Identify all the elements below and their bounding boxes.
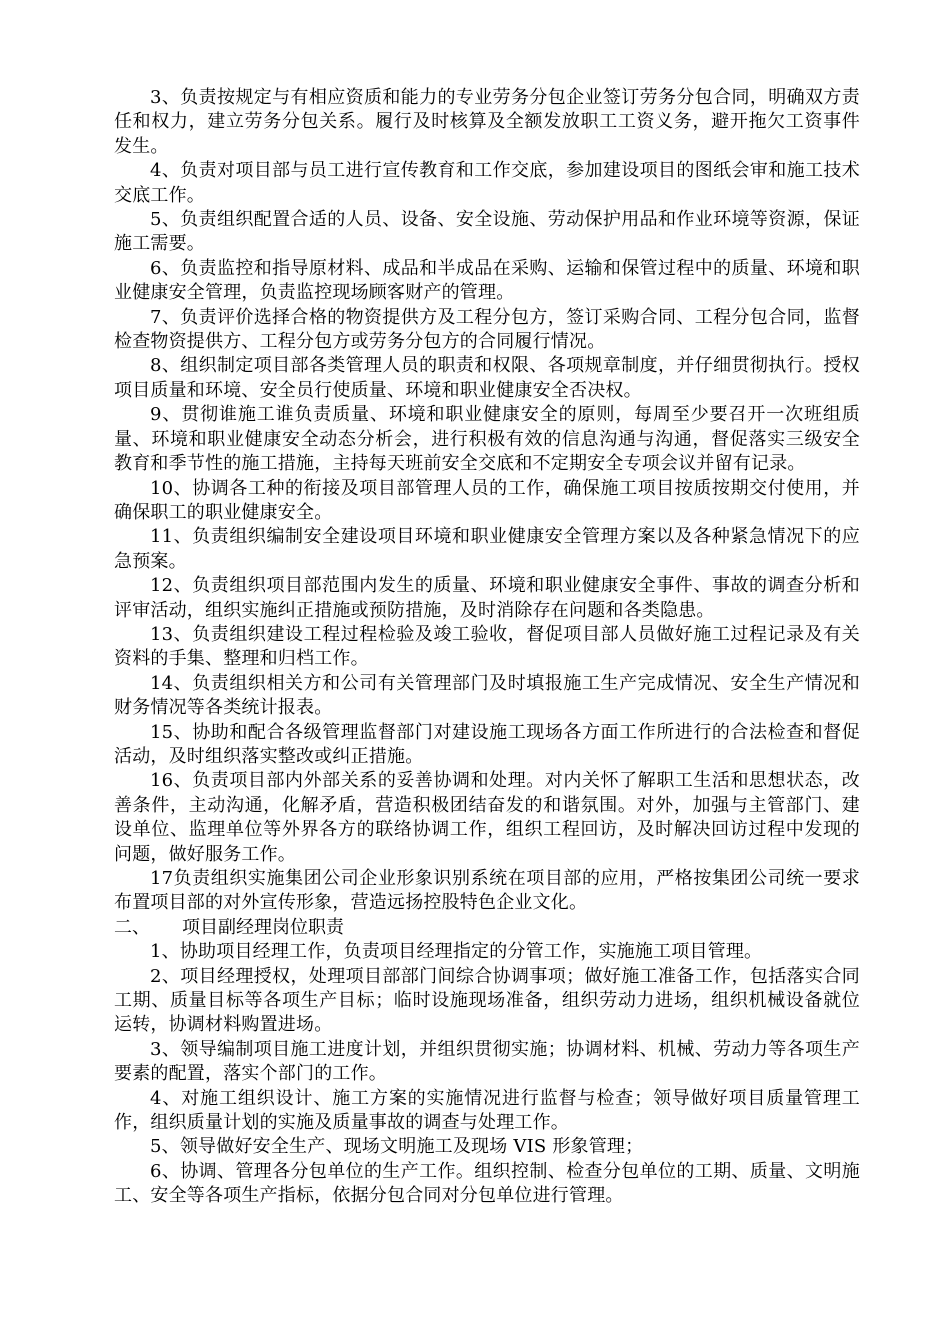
deputy-paragraph-item-3: 3、领导编制项目施工进度计划，并组织贯彻实施；协调材料、机械、劳动力等各项生产要素的配置，落实个部门的工作。 <box>114 1038 860 1085</box>
section-two-body <box>114 940 860 1208</box>
paragraph-item-16: 16、负责项目部内外部关系的妥善协调和处理。对内关怀了解职工生活和思想状态，改善条件，主动沟通，化解矛盾，营造积极团结奋发的和谐氛围。对外，加强与主管部门、建设单位、监理单位等外界各方的联络协调工作，组织工程回访，及时解决回访过程中发现的问题，做好服务工作。 <box>114 770 860 865</box>
paragraph-item-4: 4、负责对项目部与员工进行宣传教育和工作交底，参加建设项目的图纸会审和施工技术交底工作。 <box>114 160 860 206</box>
paragraph-item-5: 5、负责组织配置合适的人员、设备、安全设施、劳动保护用品和作业环境等资源，保证施工需要。 <box>114 209 860 255</box>
paragraph-item-13: 13、负责组织建设工程过程检验及竣工验收，督促项目部人员做好施工过程记录及有关资料的手集、整理和归档工作。 <box>114 623 860 670</box>
paragraph-item-7: 7、负责评价选择合格的物资提供方及工程分包方，签订采购合同、工程分包合同，监督检查物资提供方、工程分包方或劳务分包方的合同履行情况。 <box>114 306 860 353</box>
deputy-paragraph-item-4: 4、对施工组织设计、施工方案的实施情况进行监督与检查；领导做好项目质量管理工作，组织质量计划的实施及质量事故的调查与处理工作。 <box>114 1087 860 1134</box>
deputy-paragraph-item-6: 6、协调、管理各分包单位的生产工作。组织控制、检查分包单位的工期、质量、文明施工、安全等各项生产指标，依据分包合同对分包单位进行管理。 <box>114 1160 860 1207</box>
document-page <box>114 86 860 1209</box>
deputy-paragraph-item-1: 1、协助项目经理工作，负责项目经理指定的分管工作，实施施工项目管理。 <box>150 941 763 963</box>
paragraph-item-3: 3、负责按规定与有相应资质和能力的专业劳务分包企业签订劳务分包合同，明确双方责任和权力，建立劳务分包关系。履行及时核算及全额发放职工工资义务，避开拖欠工资事件发生。 <box>114 87 860 157</box>
paragraph-item-11: 11、负责组织编制安全建设项目环境和职业健康安全管理方案以及各种紧急情况下的应急预案。 <box>114 526 860 572</box>
paragraph-item-8: 8、组织制定项目部各类管理人员的职责和权限、各项规章制度，并仔细贯彻执行。授权项目质量和环境、安全员行使质量、环境和职业健康安全否决权。 <box>114 355 860 401</box>
paragraph-item-10: 10、协调各工种的衔接及项目部管理人员的工作，确保施工项目按质按期交付使用，并确保职工的职业健康安全。 <box>114 477 860 523</box>
paragraph-item-17: 17负责组织实施集团公司企业形象识别系统在项目部的应用，严格按集团公司统一要求布置项目部的对外宣传形象，营造远扬控股特色企业文化。 <box>114 868 860 914</box>
section-heading <box>114 916 860 940</box>
section-one-body <box>114 86 860 916</box>
paragraph-item-14: 14、负责组织相关方和公司有关管理部门及时填报施工生产完成情况、安全生产情况和财务情况等各类统计报表。 <box>114 672 860 719</box>
paragraph-item-12: 12、负责组织项目部范围内发生的质量、环境和职业健康安全事件、事故的调查分析和评审活动，组织实施纠正措施或预防措施，及时消除存在问题和各类隐患。 <box>114 575 860 621</box>
section-heading-number: 二、 <box>114 916 150 938</box>
deputy-paragraph-item-5: 5、领导做好安全生产、现场文明施工及现场 VIS 形象管理； <box>150 1136 644 1158</box>
section-heading-title: 项目副经理岗位职责 <box>182 916 344 938</box>
deputy-paragraph-item-2: 2、项目经理授权，处理项目部部门间综合协调事项；做好施工准备工作，包括落实合同工期、质量目标等各项生产目标；临时设施现场准备，组织劳动力进场，组织机械设备就位运转，协调材料购置进场。 <box>114 965 860 1036</box>
paragraph-item-15: 15、协助和配合各级管理监督部门对建设施工现场各方面工作所进行的合法检查和督促活动，及时组织落实整改或纠正措施。 <box>114 721 860 767</box>
paragraph-item-6: 6、负责监控和指导原材料、成品和半成品在采购、运输和保管过程中的质量、环境和职业健康安全管理，负责监控现场顾客财产的管理。 <box>114 257 860 304</box>
paragraph-item-9: 9、贯彻谁施工谁负责质量、环境和职业健康安全的原则，每周至少要召开一次班组质量、环境和职业健康安全动态分析会，进行积极有效的信息沟通与沟通，督促落实三级安全教育和季节性的施工措施，主持每天班前安全交底和不定期安全专项会议并留有记录。 <box>114 404 860 475</box>
